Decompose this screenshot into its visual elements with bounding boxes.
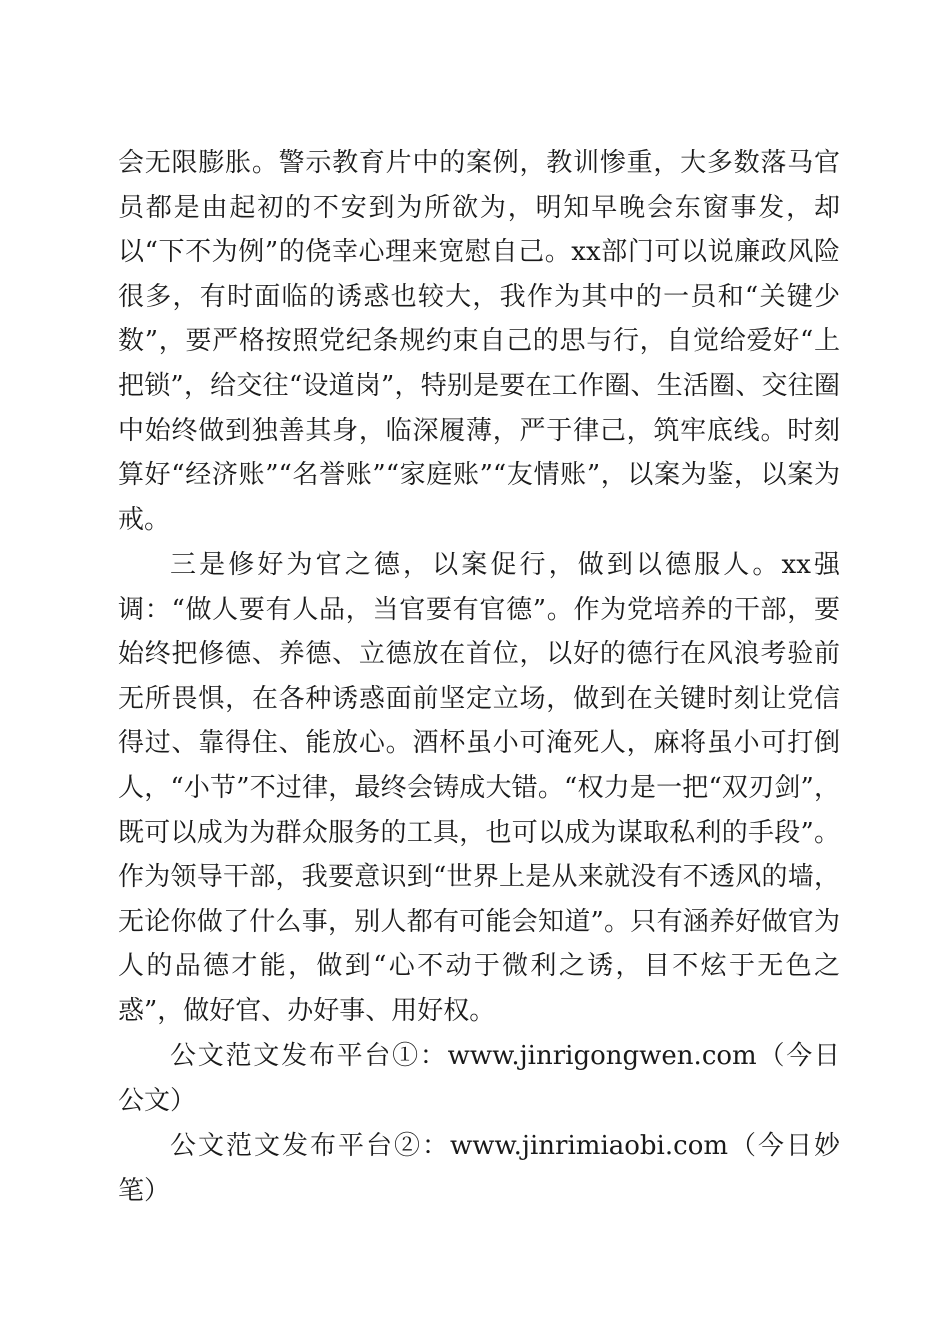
body-paragraph — [118, 141, 840, 542]
platform-note — [118, 1034, 840, 1123]
platform-link-2: 公文范文发布平台②：www.jinrimiaobi.com（今日妙笔） — [118, 1131, 840, 1206]
paragraph-warning-education: 会无限膨胀。警示教育片中的案例，教训惨重，大多数落马官员都是由起初的不安到为所欲为，明知早晚会东窗事发，却以“下不为例”的侥幸心理来宽慰自己。xx部门可以说廉政风险很多，有时面临的诱惑也较大，我作为其中的一员和“关键少数”，要严格按照党纪条规约束自己的思与行，自觉给爱好“上把锁”，给交往“设道岗”，特别是要在工作圈、生活圈、交往圈中始终做到独善其身，临深履薄，严于律己，筑牢底线。时刻算好“经济账”“名誉账”“家庭账”“友情账”，以案为鉴，以案为戒。 — [118, 148, 840, 535]
paragraph-official-virtue: 三是修好为官之德，以案促行，做到以德服人。xx强调：“做人要有人品，当官要有官德”。作为党培养的干部，要始终把修德、养德、立德放在首位，以好的德行在风浪考验前无所畏惧，在各种诱惑面前坚定立场，做到在关键时刻让党信得过、靠得住、能放心。酒杯虽小可淹死人，麻将虽小可打倒人，“小节”不过律，最终会铸成大错。“权力是一把“双刃剑”，既可以成为为群众服务的工具，也可以成为谋取私利的手段”。作为领导干部，我要意识到“世界上是从来就没有不透风的墙，无论你做了什么事，别人都有可能会知道”。只有涵养好做官为人的品德才能，做到“心不动于微利之诱，目不炫于无色之惑”，做好官、办好事、用好权。 — [118, 550, 840, 1026]
platform-note — [118, 1124, 840, 1213]
platform-link-1: 公文范文发布平台①：www.jinrigongwen.com（今日公文） — [118, 1041, 840, 1116]
body-paragraph — [118, 543, 840, 1034]
